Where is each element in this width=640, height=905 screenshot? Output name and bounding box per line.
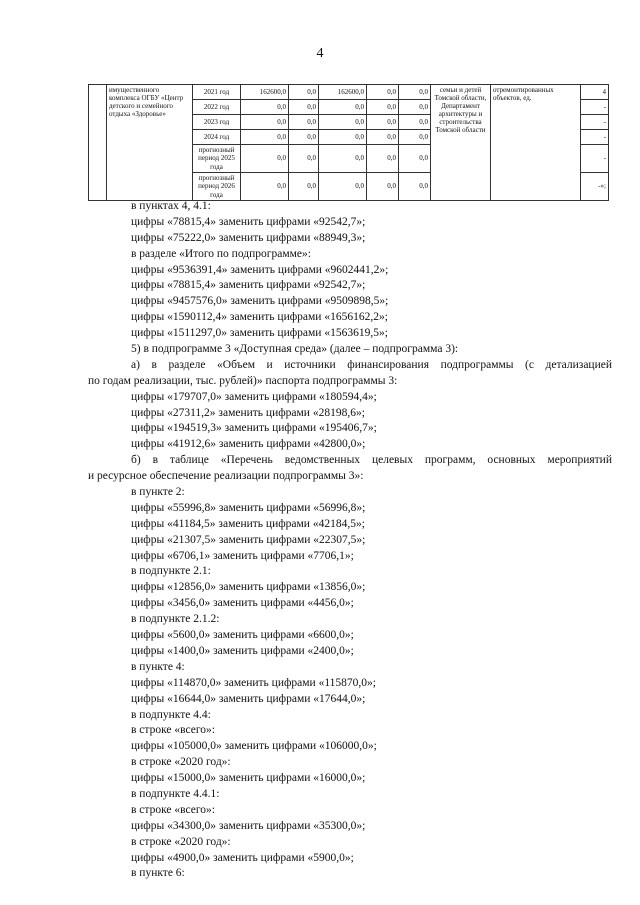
text-line: в подпункте 4.4.1: bbox=[131, 787, 220, 800]
text-line: цифры «75222,0» заменить цифрами «88949,3»; bbox=[131, 231, 366, 244]
text-line: цифры «9536391,4» заменить цифрами «9602441,2»; bbox=[131, 263, 389, 276]
executor-cell: семьи и детей Томской области, Департамент архитектуры и строительства Томской области bbox=[431, 85, 491, 201]
text-line: в пункте 4: bbox=[131, 660, 185, 673]
table-row: 2024 год 0,0 0,0 0,0 0,0 0,0 - bbox=[89, 130, 609, 145]
text-line: цифры «3456,0» заменить цифрами «4456,0»; bbox=[131, 597, 354, 610]
text-line: цифры «9457576,0» заменить цифрами «9509898,5»; bbox=[131, 295, 389, 308]
text-line: цифры «27311,2» заменить цифрами «28198,6»; bbox=[131, 406, 365, 419]
text-line: цифры «194519,3» заменить цифрами «195406,7»; bbox=[131, 422, 377, 435]
text-line: цифры «105000,0» заменить цифрами «106000,0»; bbox=[131, 740, 377, 753]
text-line: цифры «16644,0» заменить цифрами «17644,0»; bbox=[131, 692, 366, 705]
text-line: цифры «78815,4» заменить цифрами «92542,7»; bbox=[131, 215, 366, 228]
text-line: в строке «2020 год»: bbox=[131, 835, 231, 848]
table-row: прогнозный период 2026 года 0,0 0,0 0,0 0,0 0,0 -»; bbox=[89, 173, 609, 201]
text-line: цифры «114870,0» заменить цифрами «115870,0»; bbox=[131, 676, 376, 689]
text-line: 5) в подпрограмме 3 «Доступная среда» (далее – подпрограмма 3): bbox=[131, 343, 459, 356]
text-line: в пункте 6: bbox=[131, 867, 185, 880]
text-line: в пунктах 4, 4.1: bbox=[131, 200, 211, 212]
text-line: цифры «41184,5» заменить цифрами «42184,5»; bbox=[131, 517, 365, 530]
text-line: в строке «2020 год»: bbox=[131, 756, 231, 769]
text-line: в пункте 2: bbox=[131, 486, 185, 499]
text-line: цифры «6706,1» заменить цифрами «7706,1»; bbox=[131, 549, 354, 562]
text-line: в строке «всего»: bbox=[131, 724, 215, 737]
text-line: цифры «179707,0» заменить цифрами «180594,4»; bbox=[131, 390, 377, 403]
text-line: цифры «21307,5» заменить цифрами «22307,5»; bbox=[131, 533, 366, 546]
text-line: цифры «12856,0» заменить цифрами «13856,0»; bbox=[131, 581, 366, 594]
text-line: цифры «41912,6» заменить цифрами «42800,0»; bbox=[131, 438, 366, 451]
table-row: 2023 год 0,0 0,0 0,0 0,0 0,0 - bbox=[89, 115, 609, 130]
text-line: цифры «1511297,0» заменить цифрами «1563619,5»; bbox=[131, 327, 388, 340]
page-number: 4 bbox=[316, 46, 324, 61]
text-line: в подпункте 2.1: bbox=[131, 565, 211, 578]
budget-table bbox=[88, 84, 609, 201]
text-line: цифры «1590112,4» заменить цифрами «1656162,2»; bbox=[131, 311, 388, 324]
text-line: в разделе «Итого по подпрограмме»: bbox=[131, 247, 311, 260]
indicator-cell: отремонтированных объектов, ед. bbox=[491, 85, 581, 201]
text-line: цифры «34300,0» заменить цифрами «35300,0»; bbox=[131, 819, 366, 832]
text-line: цифры «55996,8» заменить цифрами «56996,8»; bbox=[131, 501, 366, 514]
text-line: цифры «1400,0» заменить цифрами «2400,0»; bbox=[131, 644, 354, 657]
table-row: имущественного комплекса ОГБУ «Центр детского и семейного отдыха «Здоровье» 2021 год 162600,0 0,0 162600,0 0,0 0,0 семьи и детей Томской области, Департамент архитектуры и строительства Томской области отремонтированных объектов, ед. 4 bbox=[89, 85, 609, 100]
table-row: 2022 год 0,0 0,0 0,0 0,0 0,0 - bbox=[89, 100, 609, 115]
text-line: и ресурсное обеспечение реализации подпрограммы 3»: bbox=[88, 470, 364, 483]
text-line: по годам реализации, тыс. рублей)» паспорта подпрограммы 3: bbox=[88, 374, 398, 387]
text-line: цифры «78815,4» заменить цифрами «92542,7»; bbox=[131, 279, 366, 292]
text-line: цифры «4900,0» заменить цифрами «5900,0»; bbox=[131, 851, 354, 864]
amendment-text bbox=[88, 199, 631, 882]
org-cell: имущественного комплекса ОГБУ «Центр детского и семейного отдыха «Здоровье» bbox=[107, 85, 193, 201]
text-line: цифры «5600,0» заменить цифрами «6600,0»; bbox=[131, 629, 354, 642]
text-line: в подпункте 4.4: bbox=[131, 708, 211, 721]
text-line: а) в разделе «Объем и источники финансирования подпрограммы (с детализацией bbox=[131, 358, 612, 371]
text-line: цифры «15000,0» заменить цифрами «16000,0»; bbox=[131, 772, 366, 785]
text-line: в подпункте 2.1.2: bbox=[131, 613, 220, 626]
table-row: прогнозный период 2025 года 0,0 0,0 0,0 0,0 0,0 - bbox=[89, 145, 609, 173]
text-line: в строке «всего»: bbox=[131, 803, 215, 816]
text-line: б) в таблице «Перечень ведомственных целевых программ, основных мероприятий bbox=[131, 454, 612, 467]
